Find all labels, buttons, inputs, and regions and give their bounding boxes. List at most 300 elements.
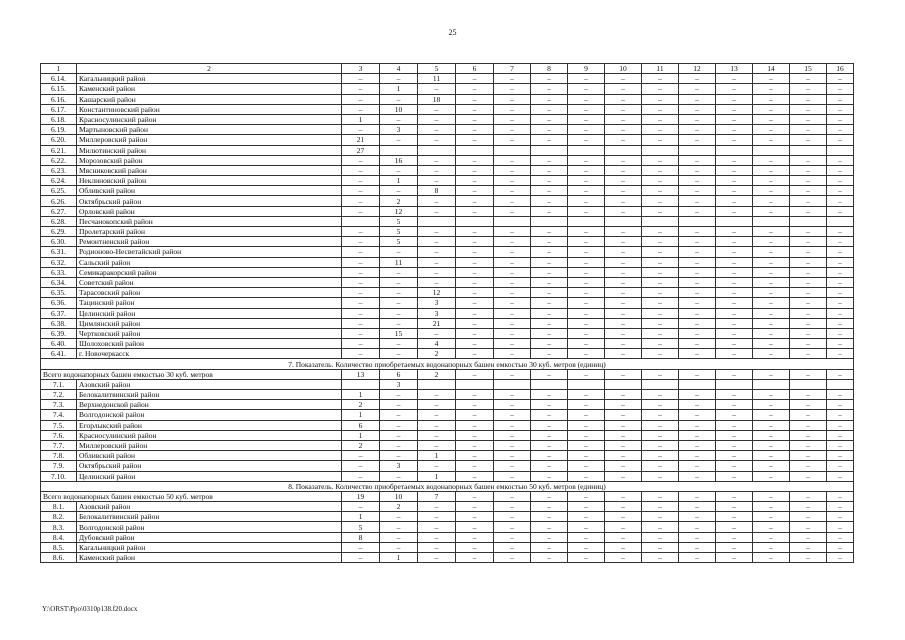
value-cell: – <box>790 114 827 124</box>
value-cell: – <box>568 94 605 104</box>
value-cell: – <box>494 532 531 542</box>
row-number: 6.22. <box>41 155 77 165</box>
value-cell: – <box>494 125 531 135</box>
table-row <box>41 400 854 410</box>
column-header: 5 <box>418 64 456 74</box>
table-row <box>41 125 854 135</box>
value-cell: – <box>790 227 827 237</box>
value-cell: – <box>753 451 790 461</box>
row-number: 8.1. <box>41 502 77 512</box>
value-cell: – <box>342 257 380 267</box>
district-name: Октябрьский район <box>77 461 342 471</box>
value-cell: – <box>456 491 494 501</box>
value-cell: – <box>679 532 716 542</box>
value-cell: – <box>679 277 716 287</box>
column-header: 16 <box>827 64 854 74</box>
table-row <box>41 451 854 461</box>
value-cell: – <box>494 84 531 94</box>
table-body <box>41 74 854 563</box>
table-row <box>41 277 854 287</box>
value-cell: – <box>568 502 605 512</box>
value-cell: – <box>531 277 568 287</box>
value-cell: – <box>790 165 827 175</box>
value-cell: – <box>716 277 753 287</box>
district-name: Кашарский район <box>77 94 342 104</box>
column-header: 4 <box>380 64 418 74</box>
district-name: Чертковский район <box>77 328 342 338</box>
value-cell: – <box>342 461 380 471</box>
value-cell: – <box>679 186 716 196</box>
value-cell: 1 <box>380 176 418 186</box>
value-cell: – <box>568 288 605 298</box>
value-cell <box>380 145 418 155</box>
value-cell: – <box>342 318 380 328</box>
value-cell: – <box>642 114 679 124</box>
value-cell: – <box>642 125 679 135</box>
district-name: Миллеровский район <box>77 440 342 450</box>
value-cell: – <box>642 553 679 563</box>
value-cell: – <box>380 400 418 410</box>
value-cell: – <box>531 74 568 84</box>
district-name: Белокалитвинский район <box>77 390 342 400</box>
value-cell: – <box>531 298 568 308</box>
value-cell: – <box>605 114 642 124</box>
value-cell: – <box>456 369 494 379</box>
value-cell: – <box>642 542 679 552</box>
value-cell: – <box>531 318 568 328</box>
value-cell: – <box>494 491 531 501</box>
value-cell: – <box>380 390 418 400</box>
value-cell: – <box>494 237 531 247</box>
value-cell <box>418 145 456 155</box>
value-cell: – <box>342 247 380 257</box>
value-cell: – <box>790 176 827 186</box>
value-cell: – <box>380 277 418 287</box>
value-cell: 5 <box>380 237 418 247</box>
value-cell: – <box>456 94 494 104</box>
row-number: 7.4. <box>41 410 77 420</box>
value-cell: – <box>790 196 827 206</box>
value-cell <box>605 379 642 389</box>
row-number: 6.24. <box>41 176 77 186</box>
value-cell: 3 <box>380 379 418 389</box>
row-number: 6.16. <box>41 94 77 104</box>
table-row <box>41 339 854 349</box>
value-cell: – <box>342 471 380 481</box>
value-cell: – <box>790 339 827 349</box>
value-cell: – <box>418 196 456 206</box>
value-cell: – <box>342 267 380 277</box>
table-row <box>41 227 854 237</box>
value-cell: – <box>679 318 716 328</box>
row-number: 8.6. <box>41 553 77 563</box>
value-cell: – <box>494 114 531 124</box>
value-cell: – <box>753 308 790 318</box>
value-cell: – <box>456 308 494 318</box>
value-cell: – <box>716 553 753 563</box>
value-cell: 13 <box>342 369 380 379</box>
column-header: 2 <box>77 64 342 74</box>
value-cell: – <box>753 542 790 552</box>
value-cell: – <box>418 227 456 237</box>
value-cell: – <box>531 125 568 135</box>
district-name: Азовский район <box>77 379 342 389</box>
value-cell: – <box>642 328 679 338</box>
value-cell: – <box>342 104 380 114</box>
district-name: Цимлянский район <box>77 318 342 328</box>
value-cell: – <box>568 410 605 420</box>
value-cell: – <box>790 440 827 450</box>
value-cell: – <box>642 298 679 308</box>
row-number: 7.7. <box>41 440 77 450</box>
table-row <box>41 542 854 552</box>
value-cell: – <box>342 227 380 237</box>
value-cell: – <box>605 308 642 318</box>
value-cell: – <box>494 104 531 114</box>
value-cell: – <box>679 451 716 461</box>
section-heading-row <box>41 481 854 491</box>
value-cell: – <box>456 440 494 450</box>
value-cell: – <box>380 308 418 318</box>
value-cell: – <box>790 410 827 420</box>
value-cell: – <box>679 440 716 450</box>
value-cell: 12 <box>380 206 418 216</box>
value-cell: – <box>531 390 568 400</box>
value-cell: – <box>716 339 753 349</box>
row-number: 6.36. <box>41 298 77 308</box>
value-cell: – <box>716 247 753 257</box>
value-cell: – <box>568 206 605 216</box>
row-number: 6.38. <box>41 318 77 328</box>
value-cell: – <box>827 227 854 237</box>
value-cell: – <box>418 247 456 257</box>
value-cell: – <box>418 125 456 135</box>
value-cell: – <box>827 176 854 186</box>
value-cell: – <box>753 461 790 471</box>
value-cell: – <box>642 339 679 349</box>
value-cell: – <box>568 461 605 471</box>
value-cell <box>418 216 456 226</box>
table-row <box>41 420 854 430</box>
value-cell: – <box>456 267 494 277</box>
value-cell: – <box>716 410 753 420</box>
value-cell: – <box>456 451 494 461</box>
value-cell: – <box>456 196 494 206</box>
value-cell: – <box>456 461 494 471</box>
table-row <box>41 379 854 389</box>
row-number: 7.8. <box>41 451 77 461</box>
value-cell: – <box>827 74 854 84</box>
value-cell: – <box>642 440 679 450</box>
value-cell: – <box>418 277 456 287</box>
row-number: 7.10. <box>41 471 77 481</box>
value-cell: – <box>494 206 531 216</box>
value-cell: – <box>568 440 605 450</box>
value-cell: 1 <box>342 114 380 124</box>
value-cell: – <box>753 369 790 379</box>
value-cell: – <box>753 257 790 267</box>
value-cell: – <box>531 430 568 440</box>
value-cell: – <box>456 400 494 410</box>
value-cell: – <box>827 328 854 338</box>
value-cell: – <box>531 420 568 430</box>
value-cell: – <box>456 237 494 247</box>
row-number: 7.9. <box>41 461 77 471</box>
value-cell <box>679 379 716 389</box>
value-cell: – <box>418 390 456 400</box>
value-cell: – <box>568 186 605 196</box>
value-cell: – <box>418 176 456 186</box>
district-name: Милютинский район <box>77 145 342 155</box>
value-cell <box>568 379 605 389</box>
value-cell: – <box>827 532 854 542</box>
district-name: Дубовский район <box>77 532 342 542</box>
value-cell: – <box>380 114 418 124</box>
value-cell: – <box>456 542 494 552</box>
value-cell: – <box>568 74 605 84</box>
value-cell: – <box>716 491 753 501</box>
value-cell: – <box>827 420 854 430</box>
value-cell: – <box>456 125 494 135</box>
footer-file-path: Y:\ORST\Ppo\0310p138.f20.docx <box>42 605 138 613</box>
value-cell: – <box>494 339 531 349</box>
value-cell: – <box>418 135 456 145</box>
value-cell: – <box>531 84 568 94</box>
value-cell: – <box>456 328 494 338</box>
district-name: Обливский район <box>77 451 342 461</box>
value-cell: – <box>642 196 679 206</box>
value-cell: – <box>642 227 679 237</box>
value-cell: – <box>716 155 753 165</box>
value-cell: 6 <box>380 369 418 379</box>
table-row <box>41 84 854 94</box>
value-cell: – <box>605 471 642 481</box>
value-cell: – <box>380 94 418 104</box>
value-cell: – <box>716 461 753 471</box>
section-heading: 8. Показатель. Количество приобретаемых водонапорных башен емкостью 50 куб. метров (единиц) <box>41 481 854 491</box>
value-cell: – <box>642 502 679 512</box>
value-cell: – <box>418 542 456 552</box>
value-cell: – <box>568 247 605 257</box>
value-cell: – <box>679 512 716 522</box>
value-cell: – <box>716 400 753 410</box>
value-cell: – <box>716 114 753 124</box>
value-cell: – <box>716 471 753 481</box>
value-cell: – <box>568 155 605 165</box>
value-cell: – <box>418 400 456 410</box>
value-cell: – <box>679 400 716 410</box>
value-cell: – <box>716 390 753 400</box>
value-cell: – <box>716 74 753 84</box>
value-cell: – <box>790 532 827 542</box>
value-cell: 1 <box>342 410 380 420</box>
page-number: 25 <box>448 28 457 37</box>
district-name: Ремонтненский район <box>77 237 342 247</box>
value-cell: – <box>827 512 854 522</box>
value-cell: – <box>494 461 531 471</box>
value-cell: – <box>753 176 790 186</box>
value-cell: – <box>568 349 605 359</box>
value-cell: – <box>753 298 790 308</box>
value-cell: – <box>380 349 418 359</box>
value-cell: – <box>342 125 380 135</box>
table-row <box>41 461 854 471</box>
value-cell: – <box>753 165 790 175</box>
value-cell: – <box>605 512 642 522</box>
row-number: 8.5. <box>41 542 77 552</box>
total-row <box>41 491 854 501</box>
value-cell: 3 <box>418 308 456 318</box>
value-cell: – <box>679 165 716 175</box>
value-cell: 2 <box>380 196 418 206</box>
column-header: 7 <box>494 64 531 74</box>
value-cell: 3 <box>380 461 418 471</box>
value-cell <box>418 379 456 389</box>
value-cell: – <box>753 349 790 359</box>
value-cell: – <box>494 155 531 165</box>
row-number: 6.31. <box>41 247 77 257</box>
value-cell: – <box>494 288 531 298</box>
value-cell: – <box>605 532 642 542</box>
value-cell: – <box>827 94 854 104</box>
value-cell: – <box>753 328 790 338</box>
value-cell: – <box>753 318 790 328</box>
value-cell: – <box>827 430 854 440</box>
value-cell: – <box>679 349 716 359</box>
value-cell: – <box>827 522 854 532</box>
value-cell: – <box>568 165 605 175</box>
value-cell: – <box>568 339 605 349</box>
row-number: 6.26. <box>41 196 77 206</box>
value-cell: – <box>642 288 679 298</box>
value-cell <box>342 379 380 389</box>
value-cell: – <box>494 176 531 186</box>
value-cell: – <box>494 542 531 552</box>
value-cell: – <box>642 176 679 186</box>
value-cell: – <box>716 94 753 104</box>
value-cell: 7 <box>418 491 456 501</box>
value-cell: – <box>790 186 827 196</box>
table-row <box>41 390 854 400</box>
value-cell: – <box>456 114 494 124</box>
value-cell: – <box>790 328 827 338</box>
value-cell: – <box>679 135 716 145</box>
row-number: 7.5. <box>41 420 77 430</box>
value-cell: 2 <box>418 369 456 379</box>
value-cell: – <box>342 176 380 186</box>
value-cell: – <box>456 410 494 420</box>
value-cell: – <box>605 227 642 237</box>
value-cell: – <box>790 420 827 430</box>
value-cell: 18 <box>418 94 456 104</box>
table-row <box>41 104 854 114</box>
value-cell <box>753 145 790 155</box>
row-number: 7.3. <box>41 400 77 410</box>
value-cell: – <box>456 84 494 94</box>
value-cell: – <box>380 186 418 196</box>
value-cell: – <box>605 522 642 532</box>
value-cell: – <box>531 369 568 379</box>
value-cell: – <box>568 135 605 145</box>
value-cell: – <box>494 135 531 145</box>
district-name: Каменский район <box>77 84 342 94</box>
row-number: 6.40. <box>41 339 77 349</box>
value-cell: – <box>753 186 790 196</box>
value-cell: – <box>790 318 827 328</box>
value-cell: – <box>790 206 827 216</box>
value-cell: – <box>679 491 716 501</box>
value-cell: – <box>753 104 790 114</box>
value-cell: – <box>531 155 568 165</box>
value-cell: – <box>342 74 380 84</box>
value-cell: – <box>790 451 827 461</box>
district-name: Песчанокопский район <box>77 216 342 226</box>
value-cell: – <box>605 298 642 308</box>
table-row <box>41 74 854 84</box>
value-cell: – <box>531 512 568 522</box>
value-cell: 21 <box>418 318 456 328</box>
row-number: 7.2. <box>41 390 77 400</box>
value-cell: 8 <box>418 186 456 196</box>
value-cell <box>790 145 827 155</box>
value-cell: – <box>753 339 790 349</box>
value-cell: – <box>456 502 494 512</box>
value-cell: – <box>531 451 568 461</box>
value-cell: – <box>679 206 716 216</box>
row-number: 7.1. <box>41 379 77 389</box>
value-cell: – <box>418 440 456 450</box>
table-header-row <box>41 64 854 74</box>
value-cell: – <box>642 522 679 532</box>
table-row <box>41 349 854 359</box>
value-cell: – <box>753 440 790 450</box>
value-cell: 1 <box>342 512 380 522</box>
value-cell: – <box>342 553 380 563</box>
value-cell: – <box>456 288 494 298</box>
district-name: Пролетарский район <box>77 227 342 237</box>
value-cell: – <box>418 257 456 267</box>
value-cell: – <box>679 308 716 318</box>
value-cell: – <box>716 237 753 247</box>
value-cell: – <box>568 420 605 430</box>
value-cell: – <box>642 400 679 410</box>
value-cell: – <box>568 196 605 206</box>
value-cell: – <box>642 186 679 196</box>
value-cell: – <box>342 84 380 94</box>
column-header: 9 <box>568 64 605 74</box>
district-name: Красносулинский район <box>77 114 342 124</box>
district-name: Кагальницкий район <box>77 542 342 552</box>
value-cell: – <box>418 155 456 165</box>
value-cell <box>494 145 531 155</box>
value-cell: 1 <box>418 471 456 481</box>
table-row <box>41 410 854 420</box>
value-cell: – <box>494 328 531 338</box>
value-cell: – <box>531 114 568 124</box>
district-name: Тацинский район <box>77 298 342 308</box>
table-row <box>41 267 854 277</box>
district-name: г. Новочеркасск <box>77 349 342 359</box>
value-cell <box>716 379 753 389</box>
value-cell: – <box>380 542 418 552</box>
value-cell: – <box>790 369 827 379</box>
district-name: Каменский район <box>77 553 342 563</box>
value-cell: – <box>679 369 716 379</box>
column-header: 8 <box>531 64 568 74</box>
value-cell: – <box>418 206 456 216</box>
value-cell: 2 <box>418 349 456 359</box>
value-cell: – <box>456 318 494 328</box>
